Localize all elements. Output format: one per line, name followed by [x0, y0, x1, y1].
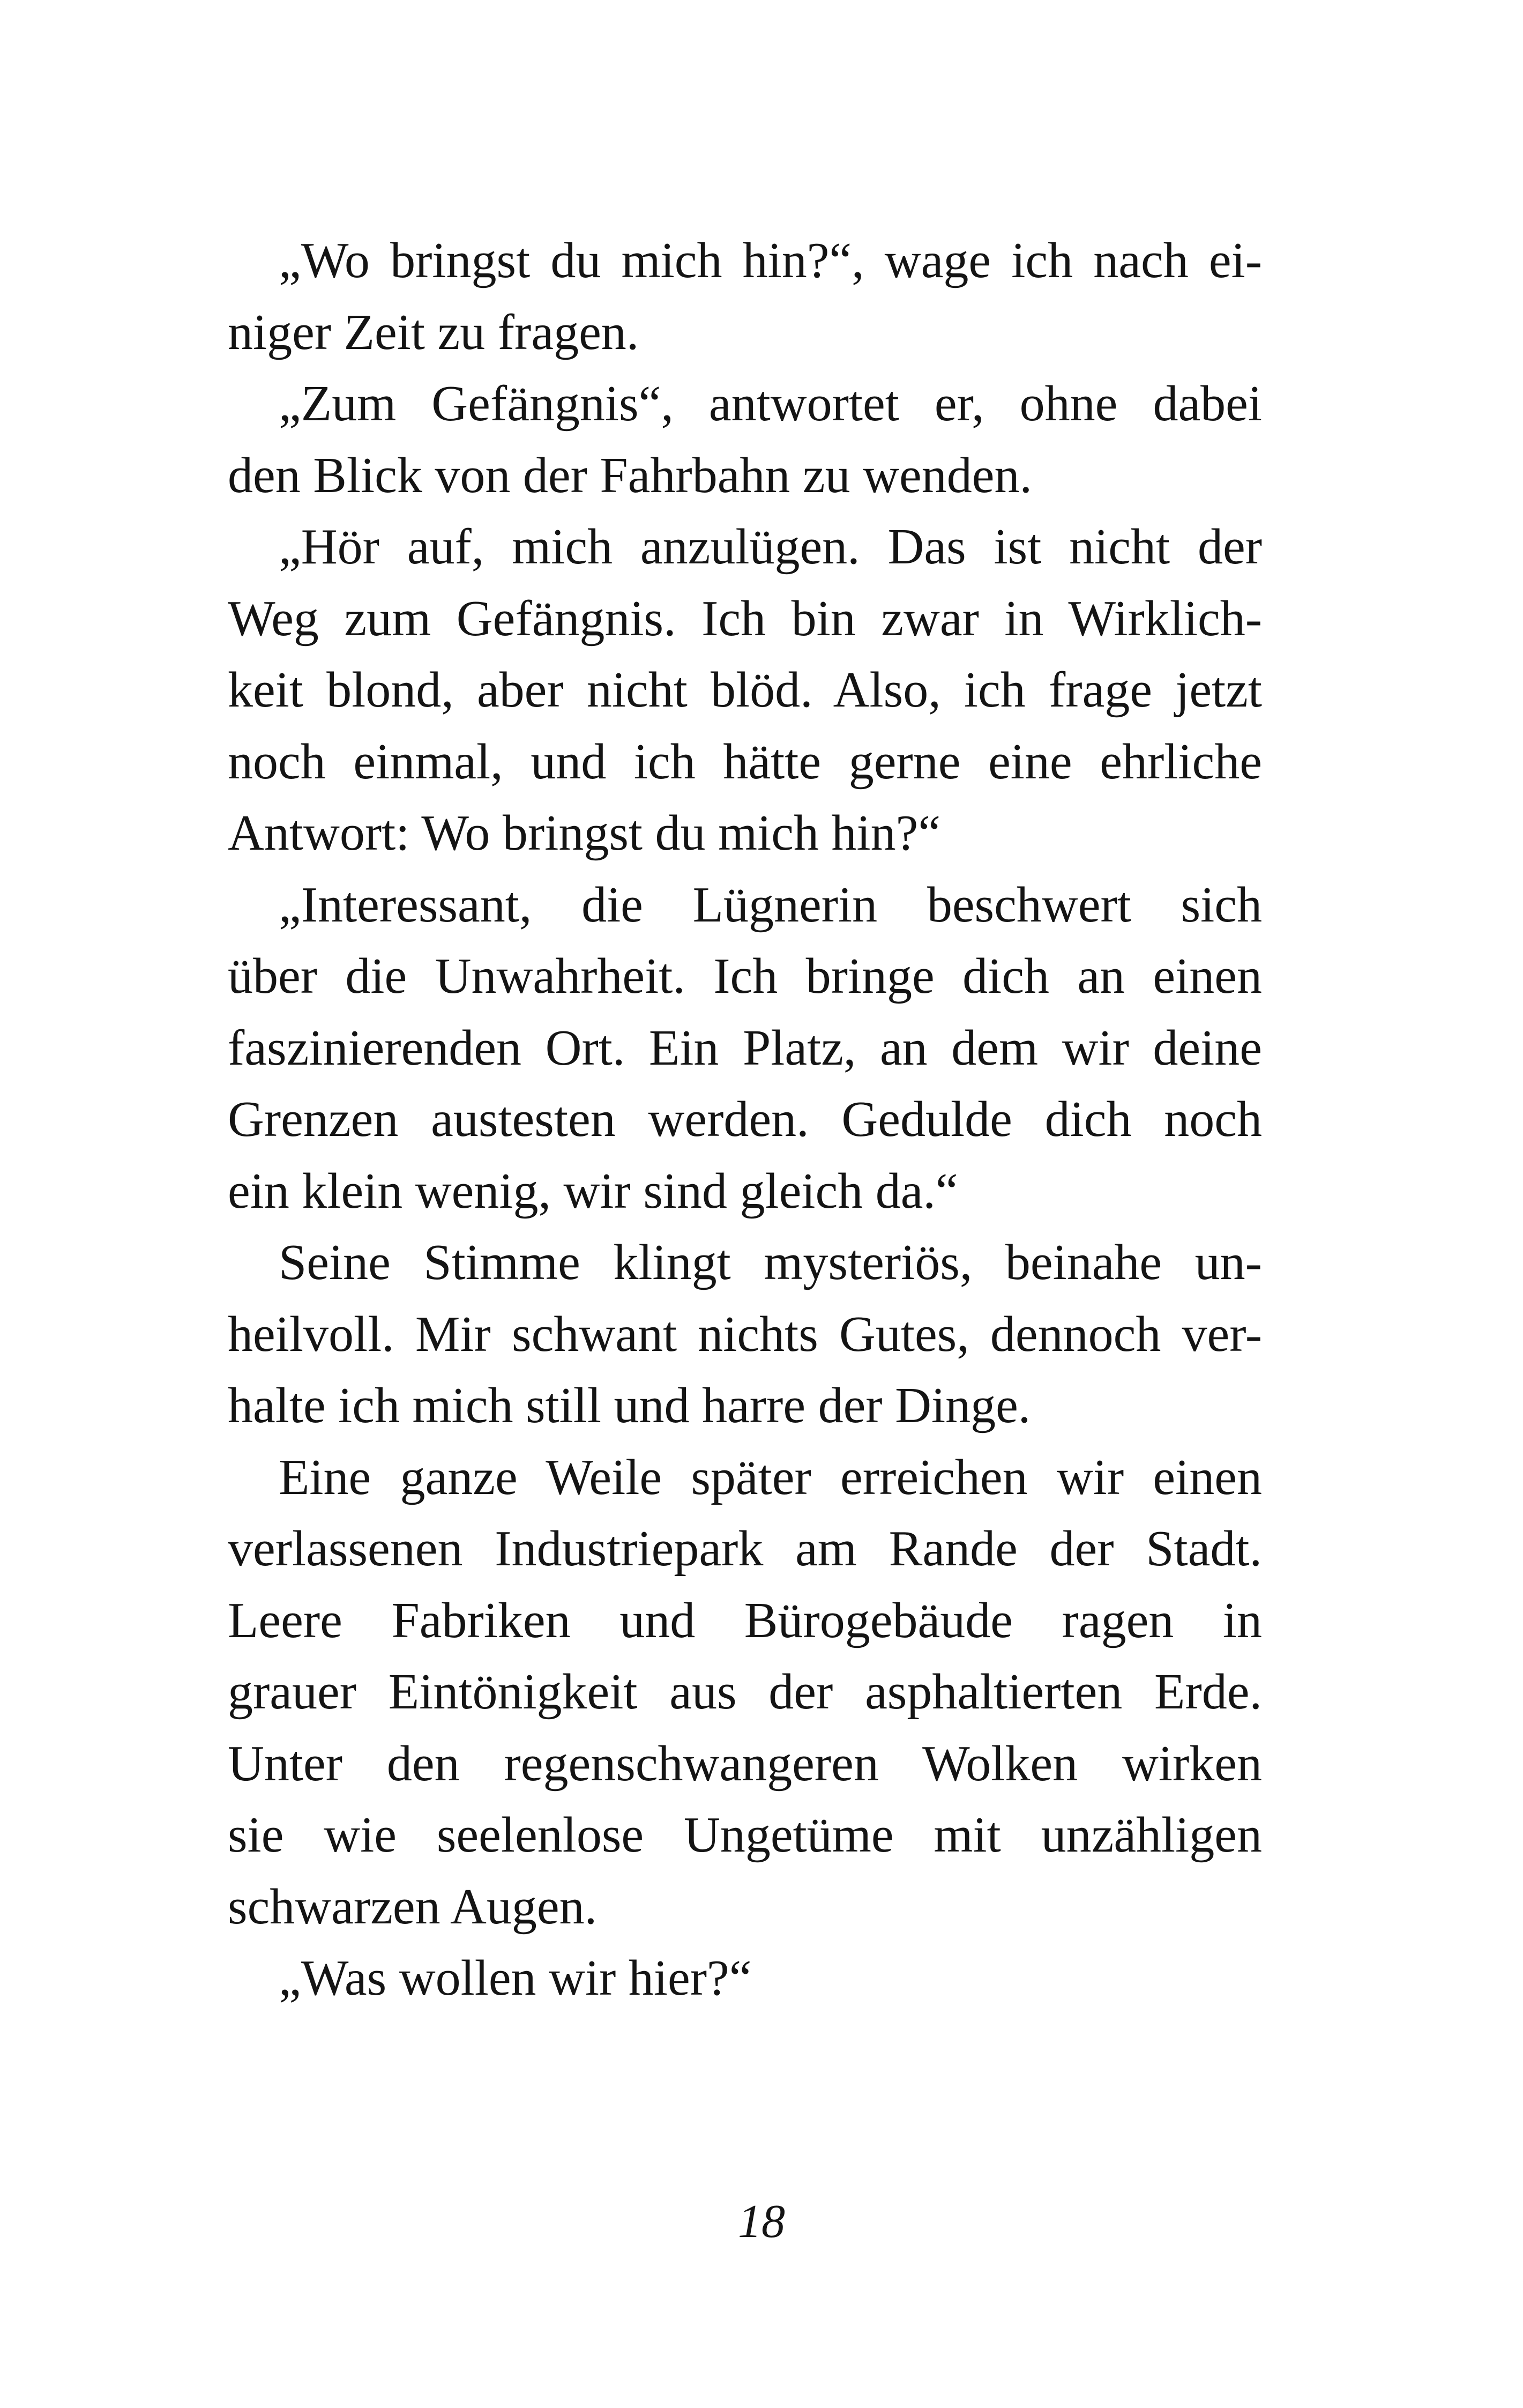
text-line: Leere Fabriken und Bürogebäude ragen in — [228, 1592, 1262, 1648]
text-line: „Interessant, die Lügnerin beschwert sich — [279, 876, 1262, 933]
paragraph-5 — [228, 1227, 1262, 1442]
text-line: grauer Eintönigkeit aus der asphaltierten Erde. — [228, 1664, 1262, 1720]
paragraph-7 — [228, 1943, 1262, 2015]
text-line: über die Unwahrheit. Ich bringe dich an einen — [228, 948, 1262, 1004]
text-line: faszinierenden Ort. Ein Platz, an dem wir deine — [228, 1020, 1262, 1076]
text-line: keit blond, aber nicht blöd. Also, ich frage jetzt — [228, 662, 1262, 718]
paragraph-3 — [228, 511, 1262, 869]
paragraph-2 — [228, 368, 1262, 511]
text-line: Seine Stimme klingt mysteriös, beinahe un- — [279, 1235, 1262, 1290]
text-line: „Was wollen wir hier?“ — [279, 1950, 752, 2006]
paragraph-4 — [228, 869, 1262, 1228]
text-line: Eine ganze Weile später erreichen wir einen — [279, 1449, 1262, 1505]
text-line: niger Zeit zu fragen. — [228, 304, 639, 360]
paragraph-6 — [228, 1442, 1262, 1943]
text-line: schwarzen Augen. — [228, 1878, 598, 1935]
text-line: „Zum Gefängnis“, antwortet er, ohne dabei — [279, 376, 1262, 432]
text-line: sie wie seelenlose Ungetüme mit unzähligen — [228, 1807, 1262, 1863]
page-number: 18 — [738, 2196, 785, 2248]
text-line: den Blick von der Fahrbahn zu wenden. — [228, 447, 1032, 503]
body-text — [228, 225, 1262, 2015]
text-line: Grenzen austesten werden. Gedulde dich noch — [228, 1091, 1262, 1147]
text-line: verlassenen Industriepark am Rande der Stadt. — [228, 1521, 1262, 1577]
text-line: „Hör auf, mich anzulügen. Das ist nicht der — [279, 519, 1262, 575]
text-line: „Wo bringst du mich hin?“, wage ich nach ei- — [279, 233, 1262, 288]
text-line: Unter den regenschwangeren Wolken wirken — [228, 1735, 1262, 1792]
text-line: Antwort: Wo bringst du mich hin?“ — [228, 805, 941, 861]
text-line: noch einmal, und ich hätte gerne eine ehrliche — [228, 733, 1262, 790]
paragraph-1 — [228, 225, 1262, 368]
text-line: heilvoll. Mir schwant nichts Gutes, dennoch ver- — [228, 1306, 1262, 1362]
text-line: ein klein wenig, wir sind gleich da.“ — [228, 1163, 958, 1219]
text-line: Weg zum Gefängnis. Ich bin zwar in Wirklich- — [228, 590, 1262, 646]
text-line: halte ich mich still und harre der Dinge. — [228, 1378, 1031, 1433]
